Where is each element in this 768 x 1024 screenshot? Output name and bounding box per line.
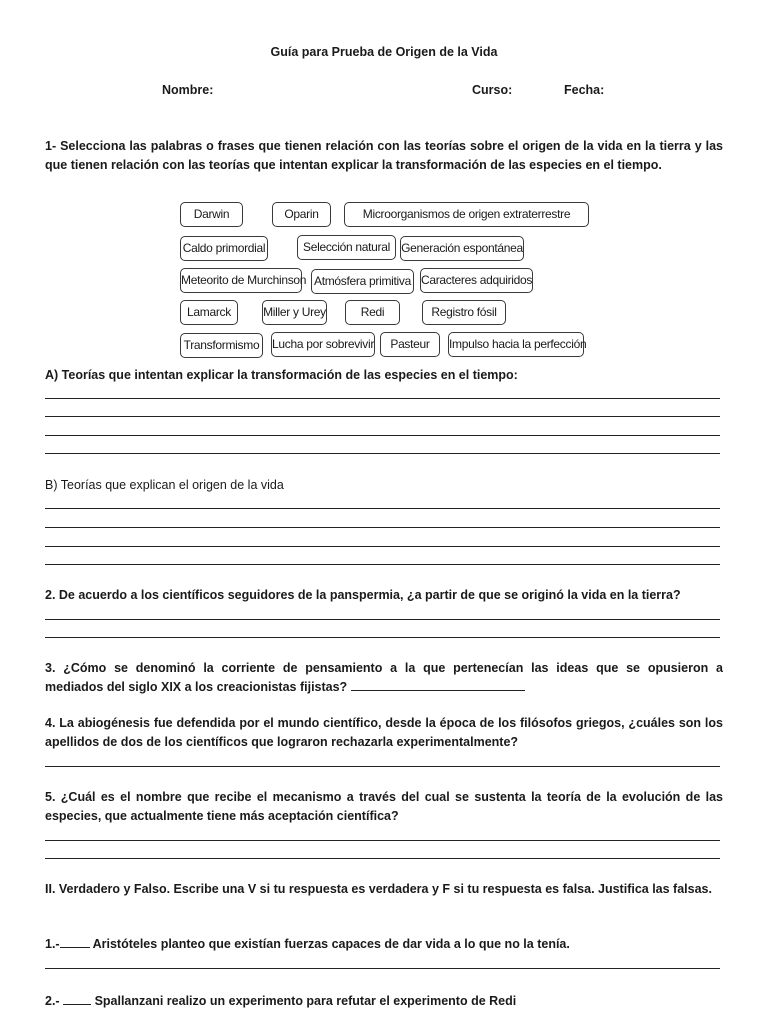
tf-answer-blank[interactable] — [60, 935, 90, 948]
part-b-label: B) Teorías que explican el origen de la vida — [45, 478, 284, 492]
word-chip[interactable]: Atmósfera primitiva — [311, 269, 414, 294]
answer-line[interactable] — [45, 435, 720, 436]
answer-line[interactable] — [45, 858, 720, 859]
answer-line[interactable] — [45, 546, 720, 547]
course-label: Curso: — [472, 83, 513, 97]
tf-item-2-number: 2.- — [45, 994, 60, 1008]
question-2: 2. De acuerdo a los científicos seguidores de la panspermia, ¿a partir de que se originó la vida en la tierra? — [45, 588, 681, 602]
question-3-line1: 3. ¿Cómo se denominó la corriente de pensamiento a la que pertenecían las ideas que se opusieron a — [45, 661, 723, 675]
answer-line[interactable] — [45, 398, 720, 399]
word-chip[interactable]: Darwin — [180, 202, 243, 227]
question-5: 5. ¿Cuál es el nombre que recibe el mecanismo a través del cual se sustenta la teoría de la evolución de las especies, que actualmente tiene más aceptación científica? — [45, 790, 723, 823]
name-label: Nombre: — [162, 83, 214, 97]
answer-line[interactable] — [45, 508, 720, 509]
word-chip[interactable]: Pasteur — [380, 332, 440, 357]
answer-line[interactable] — [45, 637, 720, 638]
answer-line[interactable] — [45, 416, 720, 417]
word-chip[interactable]: Selección natural — [297, 235, 396, 260]
word-chip[interactable]: Registro fósil — [422, 300, 506, 325]
question-3-line2 — [45, 678, 723, 697]
word-chip[interactable]: Impulso hacia la perfección — [448, 332, 584, 357]
word-chip[interactable]: Caldo primordial — [180, 236, 268, 261]
question-3-text: mediados del siglo XIX a los creacionistas fijistas? — [45, 680, 348, 694]
answer-line[interactable] — [45, 564, 720, 565]
word-chip[interactable]: Generación espontánea — [400, 236, 524, 261]
word-chip[interactable]: Transformismo — [180, 333, 263, 358]
answer-line[interactable] — [45, 619, 720, 620]
tf-item-1-text: Aristóteles planteo que existían fuerzas capaces de dar vida a lo que no la tenía. — [92, 937, 570, 951]
tf-answer-blank[interactable] — [63, 992, 91, 1005]
question-1-prompt: 1- Selecciona las palabras o frases que tienen relación con las teorías sobre el origen de la vida en la tierra y las que tienen relación con las teorías que intentan explicar la transformación de las especies en el tiempo. — [45, 139, 723, 172]
answer-blank[interactable] — [351, 678, 525, 691]
word-chip[interactable]: Lucha por sobrevivir — [271, 332, 375, 357]
part-a-label: A) Teorías que intentan explicar la transformación de las especies en el tiempo: — [45, 368, 518, 382]
word-chip[interactable]: Redi — [345, 300, 400, 325]
tf-item-1-number: 1.- — [45, 937, 60, 951]
word-chip[interactable]: Caracteres adquiridos — [420, 268, 533, 293]
answer-line[interactable] — [45, 766, 720, 767]
word-chip[interactable]: Lamarck — [180, 300, 238, 325]
tf-item-1 — [45, 935, 723, 954]
answer-line[interactable] — [45, 527, 720, 528]
tf-item-2-text: Spallanzani realizo un experimento para refutar el experimento de Redi — [94, 994, 517, 1008]
answer-line[interactable] — [45, 968, 720, 969]
section-2-heading: II. Verdadero y Falso. Escribe una V si tu respuesta es verdadera y F si tu respuesta es falsa. Justifica las falsas. — [45, 882, 712, 896]
answer-line[interactable] — [45, 453, 720, 454]
page-title: Guía para Prueba de Origen de la Vida — [270, 45, 498, 59]
answer-line[interactable] — [45, 840, 720, 841]
word-chip[interactable]: Miller y Urey — [262, 300, 327, 325]
question-4: 4. La abiogénesis fue defendida por el mundo científico, desde la época de los filósofos griegos, ¿cuáles son los apellidos de dos de los científicos que lograron rechazarla experimentalmente? — [45, 716, 723, 749]
word-chip[interactable]: Oparin — [272, 202, 331, 227]
word-chip[interactable]: Microorganismos de origen extraterrestre — [344, 202, 589, 227]
word-chip[interactable]: Meteorito de Murchinson — [180, 268, 302, 293]
date-label: Fecha: — [564, 83, 605, 97]
tf-item-2 — [45, 992, 723, 1011]
